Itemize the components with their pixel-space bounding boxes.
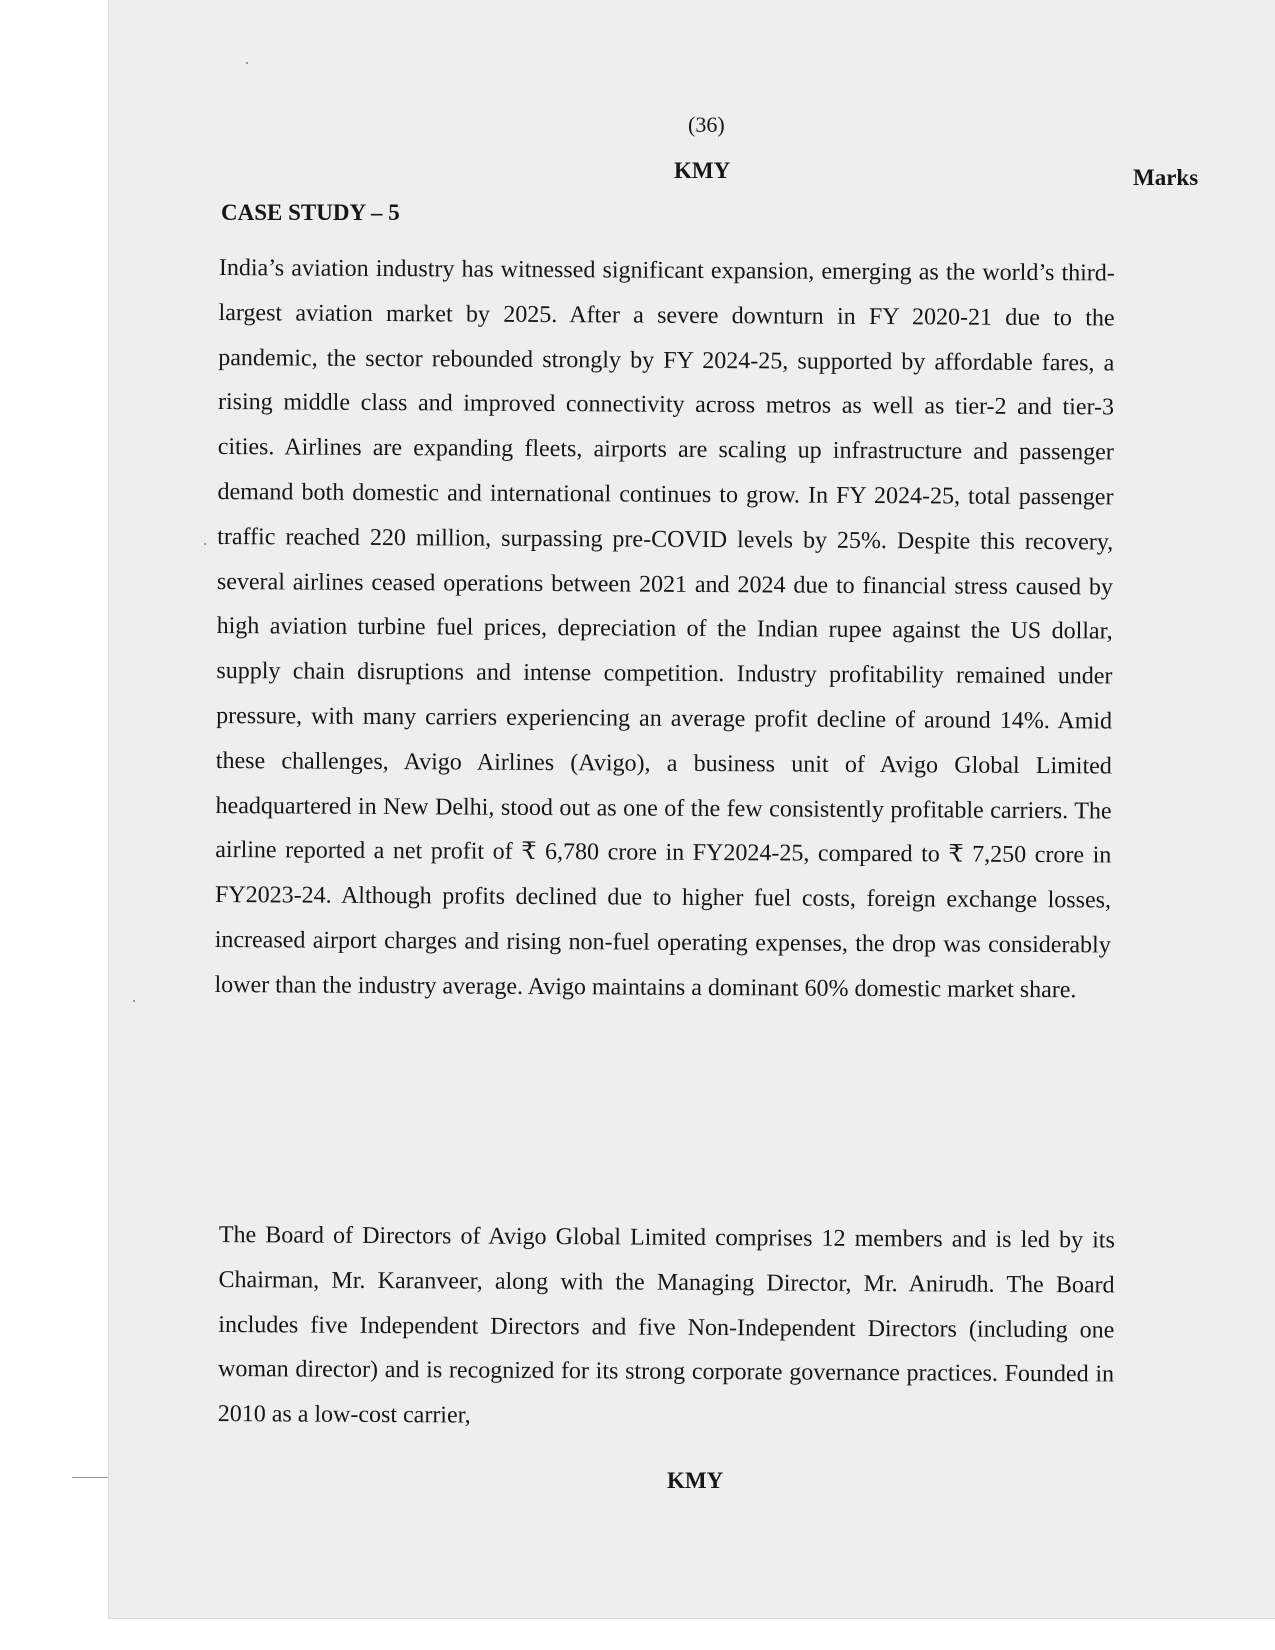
header-code: KMY <box>674 158 731 183</box>
scan-artifact-dot <box>133 1000 135 1002</box>
footer-code: KMY <box>667 1468 724 1493</box>
marks-column-label: Marks <box>1133 165 1199 190</box>
case-study-title: CASE STUDY – 5 <box>221 200 400 225</box>
scan-artifact-dot <box>204 543 206 545</box>
scan-artifact-line <box>72 1477 108 1478</box>
case-study-paragraph-2: The Board of Directors of Avigo Global Limited comprises 12 members and is led by its Chairman, Mr. Karanveer, along with the Managing Director, Mr. Anirudh. The Board includes five Independent Directors and five Non-Independent Directors (including one woman director) and is recognized for its strong corporate governance practices. Founded in 2010 as a low-cost carrier, <box>217 1221 1115 1429</box>
page-number: (36) <box>688 112 725 137</box>
case-study-paragraph-1: India’s aviation industry has witnessed significant expansion, emerging as the world’s third-largest aviation market by 2025. After a severe downturn in FY 2020-21 due to the pandemic, the sector rebounded strongly by FY 2024-25, supported by affordable fares, a rising middle class and improved connectivity across metros as well as tier-2 and tier-3 cities. Airlines are expanding fleets, airports are scaling up infrastructure and passenger demand both domestic and international continues to grow. In FY 2024-25, total passenger traffic reached 220 million, surpassing pre-COVID levels by 25%. Despite this recovery, several airlines ceased operations between 2021 and 2024 due to financial stress caused by high aviation turbine fuel prices, depreciation of the Indian rupee against the US dollar, supply chain disruptions and intense competition. Industry profitability remained under pressure, with many carriers experiencing an average profit decline of around 14%. Amid these challenges, Avigo Airlines (Avigo), a business unit of Avigo Global Limited headquartered in New Delhi, stood out as one of the few consistently profitable carriers. The airline reported a net profit of ₹ 6,780 crore in FY2024-25, compared to ₹ 7,250 crore in FY2023-24. Although profits declined due to higher fuel costs, foreign exchange losses, increased airport charges and rising non-fuel operating expenses, the drop was considerably lower than the industry average. Avigo maintains a dominant 60% domestic market share. <box>214 254 1115 1004</box>
scan-artifact-dot <box>246 62 248 64</box>
